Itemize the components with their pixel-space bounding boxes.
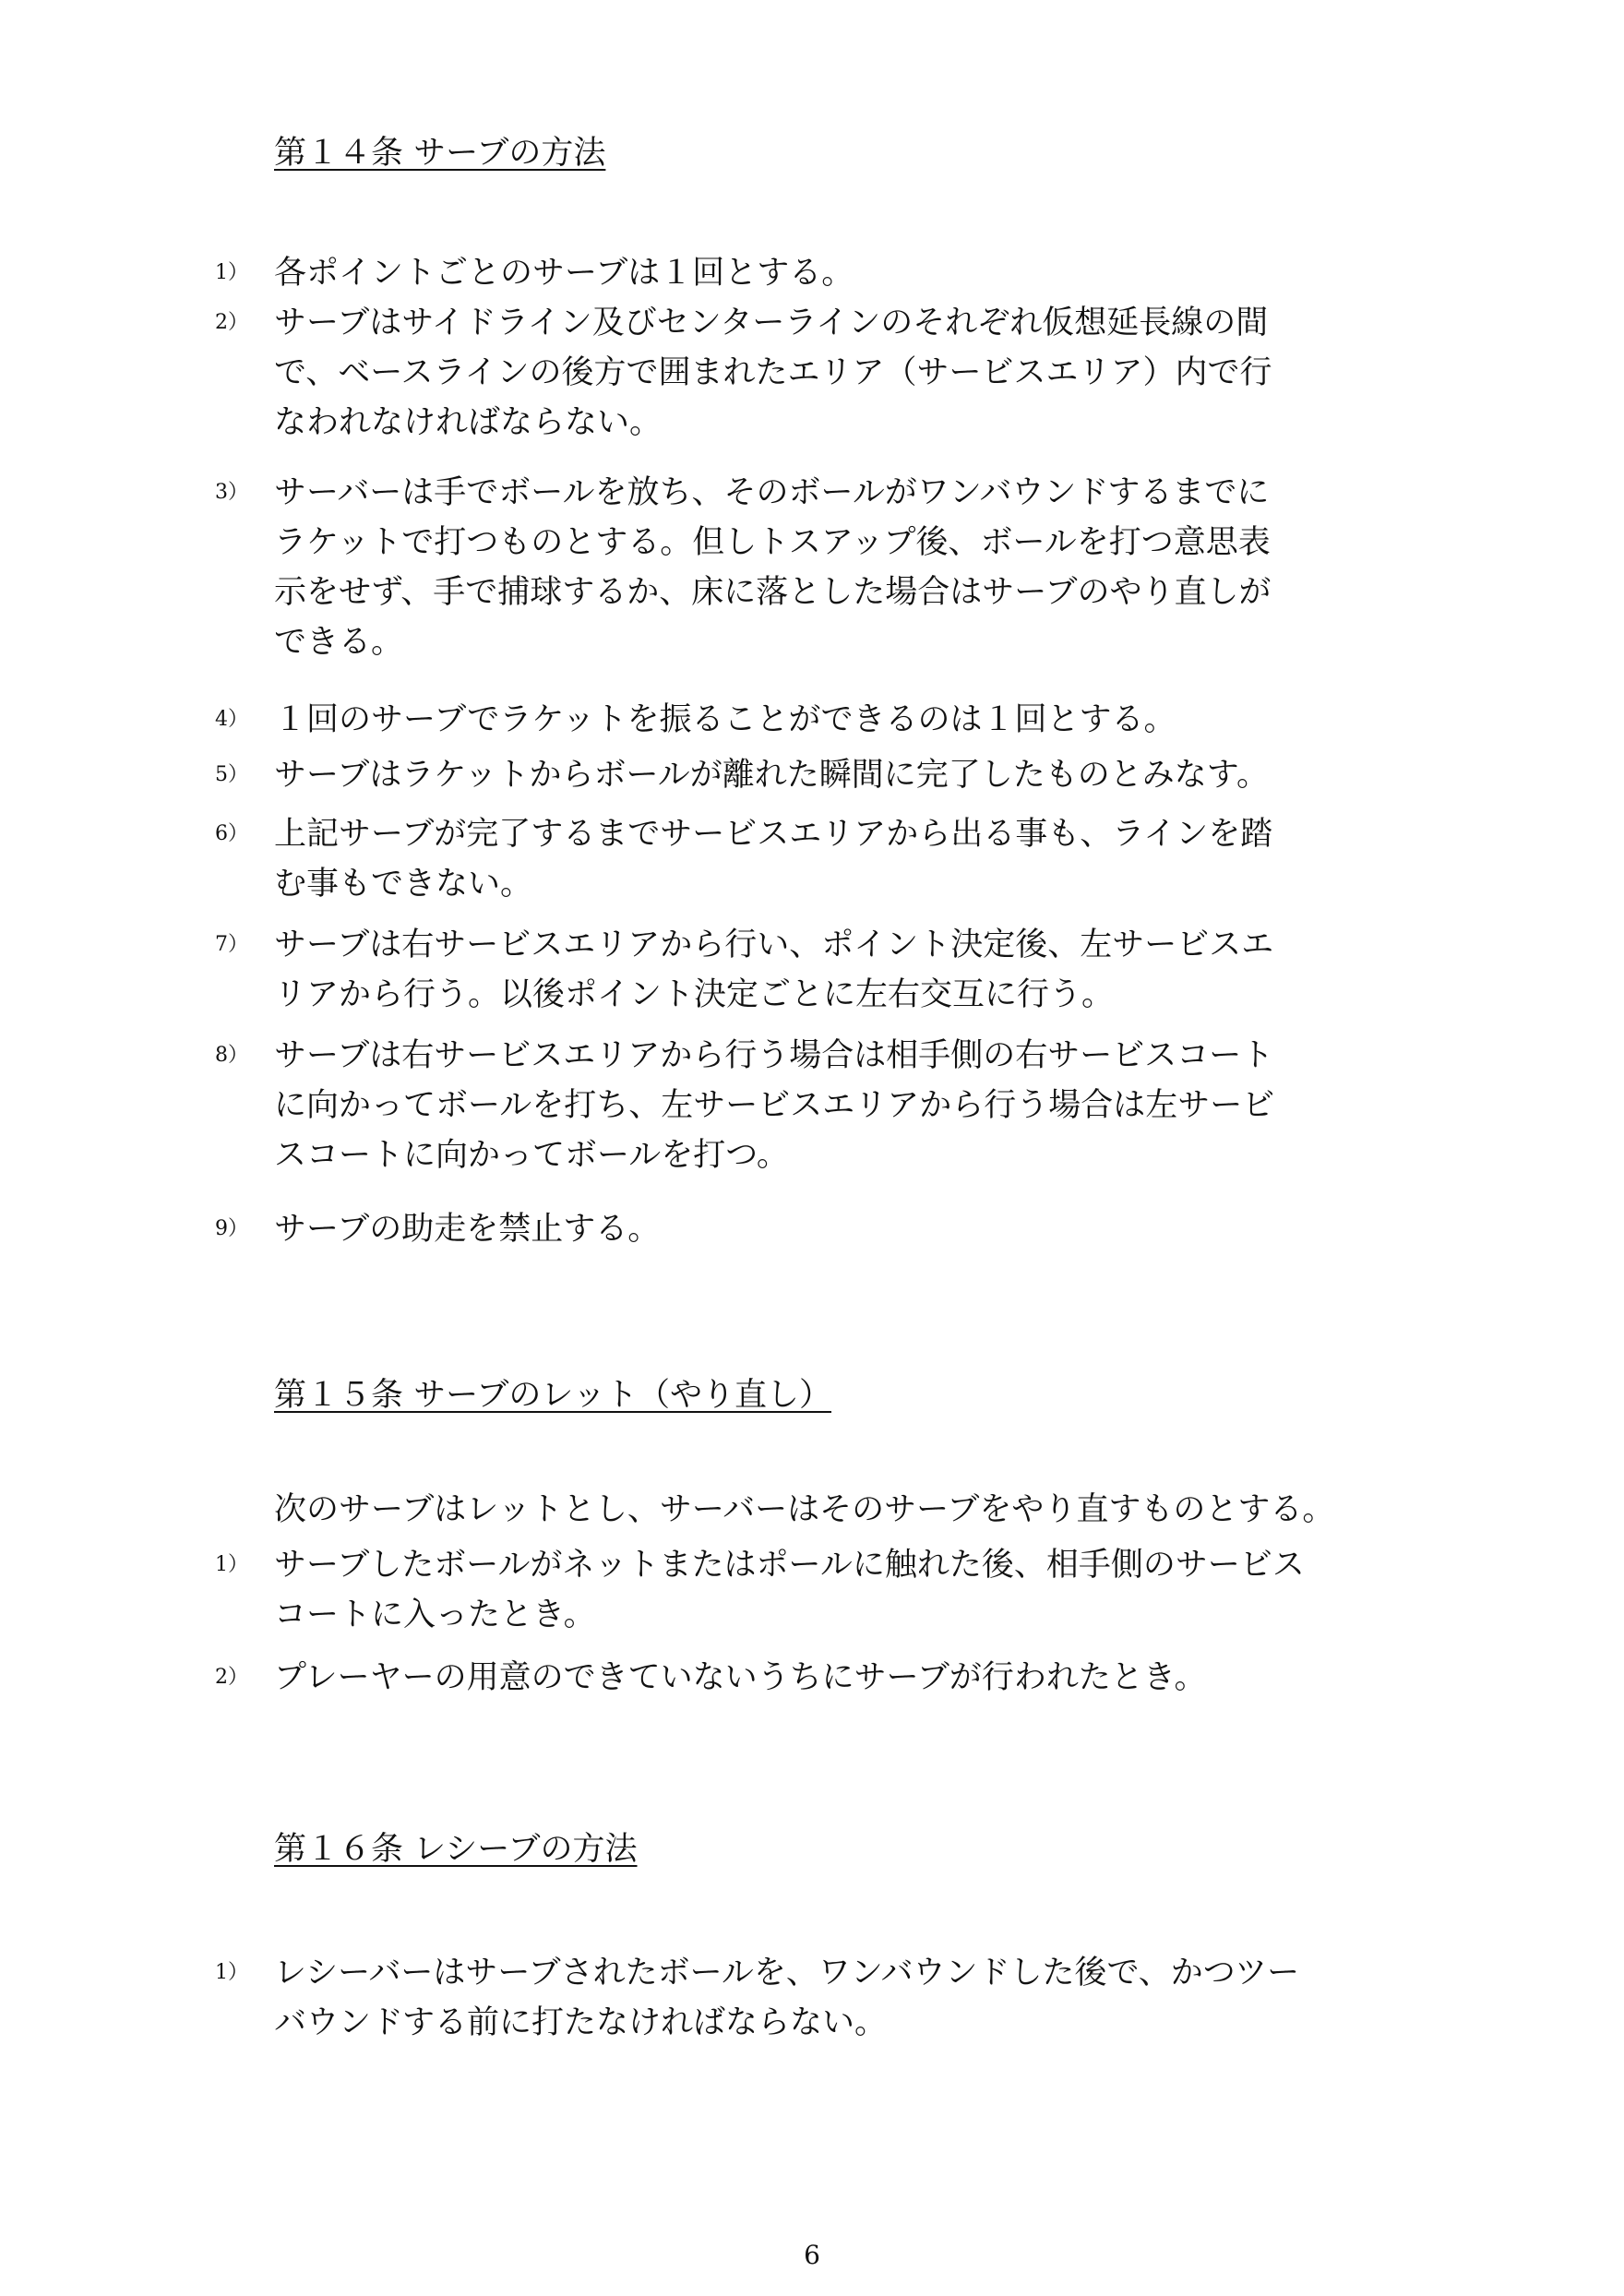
item-number: 5） <box>215 763 248 786</box>
item-text-line: サーブは右サービスエリアから行う場合は相手側の右サービスコート <box>274 1037 1274 1074</box>
item-text-line: できる。 <box>274 624 404 661</box>
item-number: 9） <box>215 1217 248 1240</box>
item-text-line: なわれなければならない。 <box>274 404 663 441</box>
item-text-line: ラケットで打つものとする。但しトスアップ後、ボールを打つ意思表 <box>274 524 1271 561</box>
item-number: 2） <box>215 311 248 334</box>
article-15-intro: 次のサーブはレットとし、サーバーはそのサーブをやり直すものとする。 <box>274 1491 1335 1528</box>
item-text-line: サーブの助走を禁止する。 <box>274 1211 661 1248</box>
item-number: 7） <box>215 933 248 956</box>
item-text-line: 上記サーブが完了するまでサービスエリアから出る事も、ラインを踏 <box>274 816 1273 853</box>
item-number: 3） <box>215 481 248 504</box>
item-text-line: サーバーは手でボールを放ち、そのボールがワンバウンドするまでに <box>274 474 1270 511</box>
article-16-heading: 第１６条 レシーブの方法 <box>274 1831 638 1868</box>
item-number: 1） <box>215 1553 248 1576</box>
item-text-line: リアから行う。以後ポイント決定ごとに左右交互に行う。 <box>274 976 1115 1013</box>
item-text-line: サーブはラケットからボールが離れた瞬間に完了したものとみなす。 <box>274 757 1270 794</box>
item-number: 1） <box>215 1961 248 1984</box>
item-text-line: 各ポイントごとのサーブは１回とする。 <box>274 255 854 292</box>
page-number: 6 <box>804 2240 820 2270</box>
item-text-line: コートに入ったとき。 <box>274 1596 596 1633</box>
item-number: 6） <box>215 822 248 845</box>
item-text-line: む事もできない。 <box>274 866 533 903</box>
item-text-line: レシーバーはサーブされたボールを、ワンバウンドした後で、かつツー <box>274 1955 1300 1991</box>
item-number: 2） <box>215 1666 248 1689</box>
article-14-heading: 第１４条 サーブの方法 <box>274 135 606 172</box>
item-number: 8） <box>215 1044 248 1067</box>
item-number: 4） <box>215 708 248 731</box>
item-text-line: １回のサーブでラケットを振ることができるのは１回とする。 <box>274 701 1176 738</box>
article-15-heading: 第１５条 サーブのレット（やり直し） <box>274 1377 832 1414</box>
item-number: 1） <box>215 261 248 284</box>
item-text-line: 示をせず、手で捕球するか、床に落とした場合はサーブのやり直しが <box>274 574 1272 611</box>
item-text-line: スコートに向かってボールを打つ。 <box>274 1137 789 1174</box>
item-text-line: サーブしたボールがネットまたはポールに触れた後、相手側のサービス <box>274 1547 1305 1584</box>
item-text-line: バウンドする前に打たなければならない。 <box>274 2004 887 2041</box>
item-text-line: サーブはサイドライン及びセンターラインのそれぞれ仮想延長線の間 <box>274 305 1269 341</box>
item-text-line: サーブは右サービスエリアから行い、ポイント決定後、左サービスエ <box>274 927 1274 963</box>
item-text-line: プレーヤーの用意のできていないうちにサーブが行われたとき。 <box>274 1659 1207 1696</box>
item-text-line: で、ベースラインの後方で囲まれたエリア（サービスエリア）内で行 <box>274 354 1272 391</box>
item-text-line: に向かってボールを打ち、左サービスエリアから行う場合は左サービ <box>274 1087 1275 1124</box>
